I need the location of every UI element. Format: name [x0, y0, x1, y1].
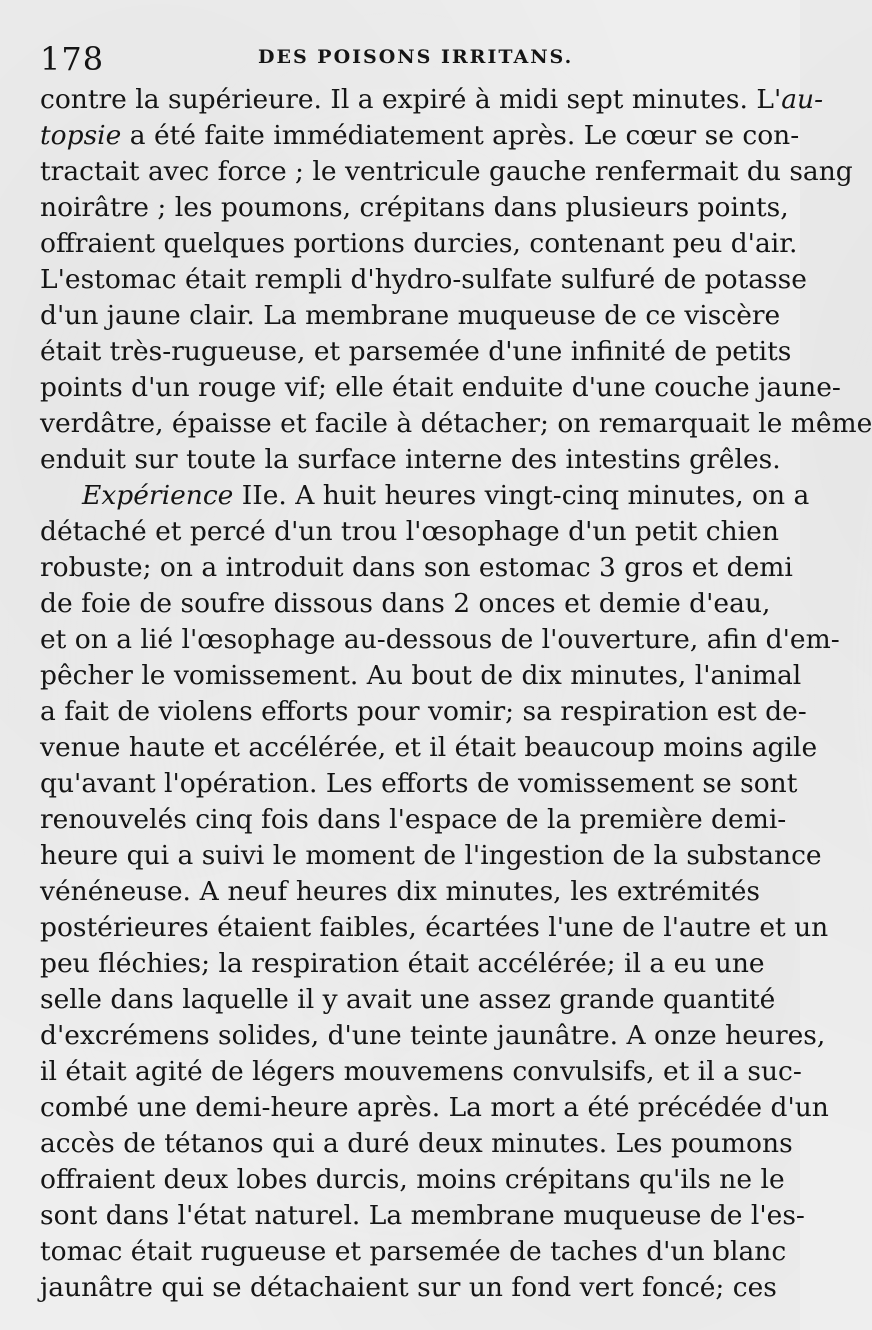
text-line	[40, 262, 807, 298]
text-line	[40, 298, 781, 334]
body-text	[40, 82, 872, 1306]
text-line	[40, 838, 822, 874]
text-line	[40, 694, 807, 730]
text-line	[40, 658, 802, 694]
line-text: peu fléchies; la respiration était accélérée; il a eu une	[40, 948, 765, 979]
text-line	[40, 730, 818, 766]
text-line	[40, 1198, 805, 1234]
italic-word: au-	[781, 84, 824, 115]
line-text: tractait avec force ; le ventricule gauche renfermait du sang	[40, 156, 853, 187]
line-text: a fait de violens efforts pour vomir; sa respiration est de-	[40, 696, 807, 727]
line-text: venue haute et accélérée, et il était beaucoup moins agile	[40, 732, 818, 763]
line-text: points d'un rouge vif; elle était enduite d'une couche jaune-	[40, 372, 841, 403]
text-line	[40, 1234, 787, 1270]
text-line	[40, 550, 793, 586]
line-text: offraient deux lobes durcis, moins crépitans qu'ils ne le	[40, 1164, 785, 1195]
text-line	[40, 514, 779, 550]
line-text: offraient quelques portions durcies, contenant peu d'air.	[40, 228, 798, 259]
italic-word: topsie	[40, 120, 122, 151]
line-text: d'excrémens solides, d'une teinte jaunâtre. A onze heures,	[40, 1020, 826, 1051]
line-text: IIe. A huit heures vingt-cinq minutes, on a	[233, 480, 810, 511]
page-header	[40, 30, 760, 82]
line-text: verdâtre, épaisse et facile à détacher; on remarquait le même	[40, 408, 872, 439]
text-line	[40, 1162, 785, 1198]
line-text: était très-rugueuse, et parsemée d'une infinité de petits	[40, 336, 792, 367]
line-text: d'un jaune clair. La membrane muqueuse de ce viscère	[40, 300, 781, 331]
line-text: pêcher le vomissement. Au bout de dix minutes, l'animal	[40, 660, 802, 691]
text-line	[40, 766, 798, 802]
line-text: détaché et percé d'un trou l'œsophage d'un petit chien	[40, 516, 779, 547]
line-text: L'estomac était rempli d'hydro-sulfate sulfuré de potasse	[40, 264, 807, 295]
line-text: a été faite immédiatement après. Le cœur se con-	[121, 120, 800, 151]
page-number: 178	[40, 40, 105, 78]
text-line	[40, 946, 765, 982]
text-line	[40, 1090, 829, 1126]
line-text: jaunâtre qui se détachaient sur un fond vert foncé; ces	[40, 1272, 777, 1303]
text-line	[40, 622, 840, 658]
text-line	[40, 334, 792, 370]
text-line	[40, 82, 824, 118]
line-text: qu'avant l'opération. Les efforts de vomissement se sont	[40, 768, 798, 799]
line-text: de foie de soufre dissous dans 2 onces et demie d'eau,	[40, 588, 771, 619]
text-line	[40, 442, 781, 478]
line-text: postérieures étaient faibles, écartées l'une de l'autre et un	[40, 912, 829, 943]
line-text: accès de tétanos qui a duré deux minutes. Les poumons	[40, 1128, 793, 1159]
line-text: selle dans laquelle il y avait une assez grande quantité	[40, 984, 776, 1015]
line-text: heure qui a suivi le moment de l'ingestion de la substance	[40, 840, 822, 871]
line-text: renouvelés cinq fois dans l'espace de la première demi-	[40, 804, 787, 835]
text-line	[40, 1270, 777, 1306]
line-text: vénéneuse. A neuf heures dix minutes, les extrémités	[40, 876, 760, 907]
line-text: tomac était rugueuse et parsemée de taches d'un blanc	[40, 1236, 787, 1267]
text-line	[40, 982, 776, 1018]
line-text: combé une demi-heure après. La mort a été précédée d'un	[40, 1092, 829, 1123]
text-line	[40, 226, 798, 262]
running-head: DES POISONS IRRITANS.	[258, 46, 574, 68]
line-text: sont dans l'état naturel. La membrane muqueuse de l'es-	[40, 1200, 805, 1231]
text-line	[40, 478, 810, 514]
text-line	[40, 1018, 826, 1054]
text-line	[40, 586, 771, 622]
text-line	[40, 190, 789, 226]
text-line	[40, 1126, 793, 1162]
text-line	[40, 118, 800, 154]
line-text: et on a lié l'œsophage au-dessous de l'ouverture, afin d'em-	[40, 624, 840, 655]
line-text: robuste; on a introduit dans son estomac 3 gros et demi	[40, 552, 793, 583]
text-line	[40, 910, 829, 946]
line-text: enduit sur toute la surface interne des intestins grêles.	[40, 444, 781, 475]
text-line	[40, 1054, 802, 1090]
text-line	[40, 802, 787, 838]
text-line	[40, 406, 872, 442]
text-line	[40, 370, 841, 406]
text-line	[40, 874, 760, 910]
text-line	[40, 154, 853, 190]
italic-word: Expérience	[82, 480, 234, 511]
line-text: noirâtre ; les poumons, crépitans dans plusieurs points,	[40, 192, 789, 223]
line-text: contre la supérieure. Il a expiré à midi sept minutes. L'	[40, 84, 782, 115]
line-text: il était agité de légers mouvemens convulsifs, et il a suc-	[40, 1056, 802, 1087]
